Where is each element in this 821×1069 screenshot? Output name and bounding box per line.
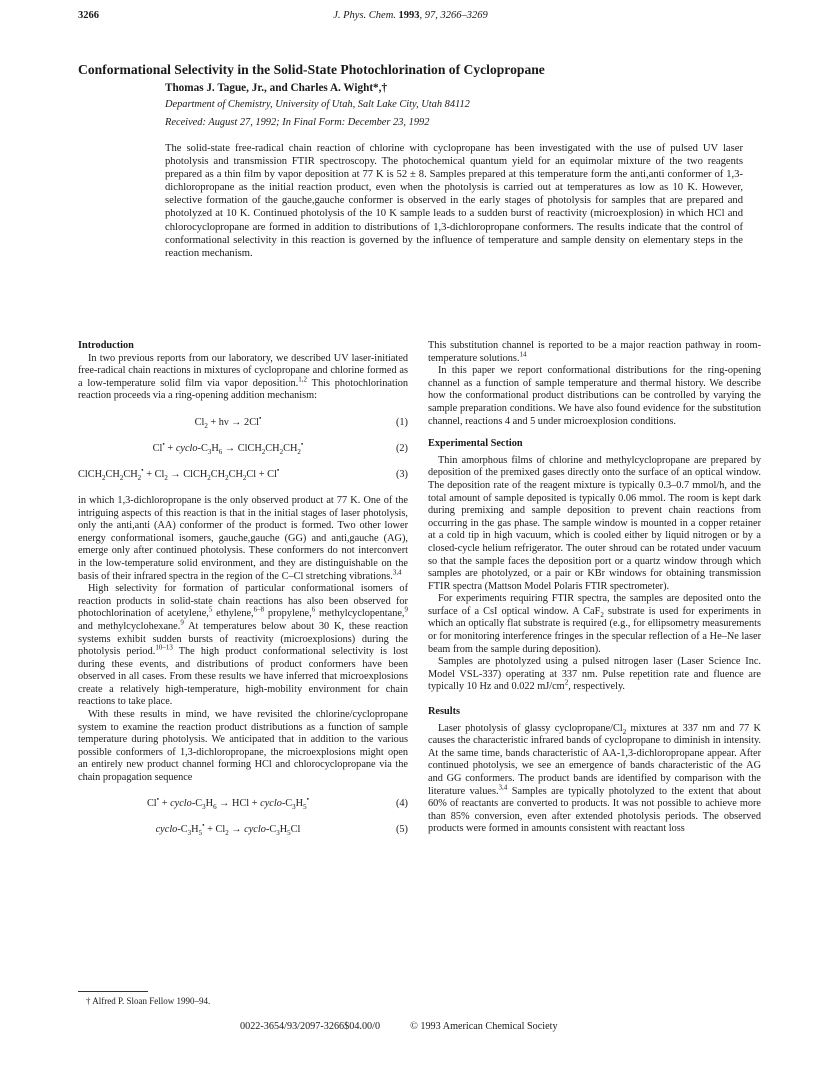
equation-number: (5) (395, 824, 408, 836)
equation-1: $Cl_2 + h\nu \to 2Cl^•$ (1) (194, 414, 408, 430)
journal-citation (78, 10, 743, 21)
copyright: © 1993 American Chemical Society (410, 1021, 558, 1032)
article-code: 0022-3654/93/2097-3266$04.00/0 (240, 1021, 381, 1032)
article-authors: Thomas J. Tague, Jr., and Charles A. Wight*,† (165, 82, 388, 94)
equation-3: $ClCH_2CH_2CH_2^• + Cl_2$ → $ClCH_2CH_2CH_2Cl + Cl^•$ (3) (78, 466, 408, 482)
equation-number: (2) (395, 442, 408, 454)
experimental-paragraph-2: For experiments requiring FTIR spectra, the samples are deposited onto the surface of a CsI optical window. A CaF$_2$ substrate is used for experiments in which an optically flat substrate is required (e.g., for ellipsometry measurements or for monitoring interference fringes in the specular reflection of a He–Ne laser beam from the sample during deposition). (428, 593, 761, 655)
left-column (78, 340, 408, 845)
page-footer (240, 1021, 660, 1032)
author-affiliation: Department of Chemistry, University of Utah, Salt Lake City, Utah 84112 (165, 99, 470, 110)
right-paragraph-2: In this paper we report conformational distributions for the ring-opening channel as a function of sample temperature and thermal history. We describe how the conformational product distributions can be controlled by varying the sample preparation conditions. We have also found evidence for the substitution channel, reactions 4 and 5 under microexplosion conditions. (428, 365, 761, 427)
ref-marker: 3,4 (392, 568, 402, 577)
journal-year: 1993 (398, 10, 420, 21)
article-title: Conformational Selectivity in the Solid-State Photochlorination of Cyclopropane (78, 62, 545, 77)
ref-marker: 14 (519, 350, 527, 359)
equation-2: Cl• + cyclo-$C_3H_6$ → $ClCH_2CH_2CH_2^•$ (2) (152, 440, 408, 456)
intro-paragraph-4: With these results in mind, we have revisited the chlorine/cyclopropane system to examine the reaction product distributions as a function of sample temperature during photolysis. We anticipated that in addition to the various possible conformers of 1,3-dichloropropane, the microexplosions might open an entirely new product channel forming HCl and chlorocyclopropane via the chain propagation sequence (78, 709, 408, 784)
equation-number: (3) (395, 468, 408, 480)
intro-paragraph-2: in which 1,3-dichloropropane is the only observed product at 77 K. One of the intriguing aspects of this reaction is that in the initial stages of laser photolysis, only the anti,anti (AA) conformer of the product is formed. Two other lower energy conformational isomers, gauche,gauche (GG) and anti,gauche (AG), emerge only after continued photolysis. These conformers do not interconvert in the low-temperature solid environment, and they are distinguishable on the basis of their infrared spectra in the region of the C–Cl stretching vibrations.$^{3,4}$ (78, 494, 408, 582)
intro-paragraph-1: In two previous reports from our laboratory, we described UV laser-initiated free-radical chain reactions in mixtures of cyclopropane and chlorine formed as a low-temperature solid film via vapor deposition.$^{1,2}$ This photochlorination reaction proceeds via a ring-opening addition mechanism: (78, 352, 408, 402)
experimental-heading: Experimental Section (428, 438, 523, 450)
page-number: 3266 (78, 10, 99, 21)
intro-paragraph-3: High selectivity for formation of particular conformational isomers of reaction products in solid-state chain reactions has also been observed for photochlorination of acetylene,$^5$ ethylene,$^{6-8}$ propylene,$^6$ methylcyclopentane,$^9$ and methylcyclohexane.$^9$ At temperatures below about 30 K, these reaction systems exhibit sudden bursts of reactivity (microexplosions) during the photolysis period.$^{10-13}$ The high product conformational selectivity is lost during these events, and distributions of product conformers have been observed in all cases. From these results we have inferred that microexplosions create a relatively high-temperature, high-mobility environment for chain reactions to take place. (78, 583, 408, 708)
experimental-paragraph-3: Samples are photolyzed using a pulsed nitrogen laser (Laser Science Inc. Model VSL-337) operating at 337 nm. Pulse repetition rate and fluence are typically 10 Hz and 0.022 $mJ/cm^2$, respectively. (428, 656, 761, 693)
results-paragraph-1: Laser photolysis of glassy cyclopropane/$Cl_2$ mixtures at 337 nm and 77 K causes the characteristic infrared bands of cyclopropane to diminish in intensity. At the same time, bands characteristic of AA-1,3-dichloropropane appear. After continued photolysis, we see an emergence of bands characteristic of the AG and GG conformers. The product bands are identified by comparison with the literature values.$^{3,4}$ Samples are typically photolyzed to the extent that about 60% of reactants are converted to products. It was not possible to achieve more than 85% conversion, even after extended photolysis periods. The observed products were formed in amounts consistent with reactant loss (428, 722, 761, 835)
equation-number: (1) (395, 416, 408, 428)
results-heading: Results (428, 706, 461, 718)
journal-volume-pages: , 97, 3266–3269 (419, 10, 488, 21)
abstract: The solid-state free-radical chain reaction of chlorine with cyclopropane has been investigated with the use of pulsed UV laser photolysis and transmission FTIR spectroscopy. The photochemical quantum yield for an equimolar mixture of the two reagents prepared as a thin film by vapor deposition at 77 K is 52 ± 8. Samples prepared at this temperature form the anti,anti conformer of 1,3-dichloropropane as the initial reaction product, even when the photolysis is carried out at temperatures as low as 10 K. However, selective formation of the gauche,gauche conformer is observed in the early stages of photolysis for samples that are prepared and photolyzed at 10 K. Continued photolysis of the 10 K sample leads to a sudden burst of reactivity (microexplosion) in which HCl and chlorocyclopropane are formed in addition to distributions of 1,3-dichloropropane conformers. The results indicate that the control of conformational selectivity in this reaction is governed by the influence of temperature and sample density on elementary steps in the reaction mechanism. (165, 143, 743, 259)
equation-number: (4) (395, 798, 408, 810)
footnote-rule (78, 991, 148, 992)
equation-5: cyclo-$C_3H_5^• + Cl_2$ → cyclo-$C_3H_5Cl$ (5) (155, 821, 408, 838)
equation-4: Cl• + cyclo-$C_3H_6$ → HCl + cyclo-$C_3H_5^•$ (4) (146, 795, 408, 812)
received-dates: Received: August 27, 1992; In Final Form: December 23, 1992 (165, 117, 430, 128)
right-column (428, 340, 761, 836)
introduction-heading: Introduction (78, 340, 134, 351)
ref-marker: 1,2 (298, 375, 308, 384)
experimental-paragraph-1: Thin amorphous films of chlorine and methylcyclopropane are prepared by deposition of the premixed gases directly onto the surface of an optical window. The deposition rate of the reagent mixture is typically 0.3–0.7 mmol/h, and the total amount of sample deposited is typically 0.06 mmol. The room is kept dark during premixing and sample deposition to prevent chain reactions from occurring in the gas phase. The sample window is mounted in a copper retainer at a cold tip in high vacuum, which is cooled either by liquid nitrogen or by a closed-cycle helium refrigerator. The outer shroud can be rotated under vacuum so that the sample faces the deposition port or a quartz window through which samples are photolyzed, or a pair or KBr windows for obtaining transmission FTIR spectra (Mattson Model Polaris FTIR spectrometer). (428, 454, 761, 592)
right-paragraph-1: This substitution channel is reported to be a major reaction pathway in room-temperature solutions.$^{14}$ (428, 340, 761, 364)
journal-name: J. Phys. Chem. (333, 10, 396, 21)
footnote: † Alfred P. Sloan Fellow 1990–94. (86, 996, 211, 1006)
running-head (78, 10, 743, 26)
